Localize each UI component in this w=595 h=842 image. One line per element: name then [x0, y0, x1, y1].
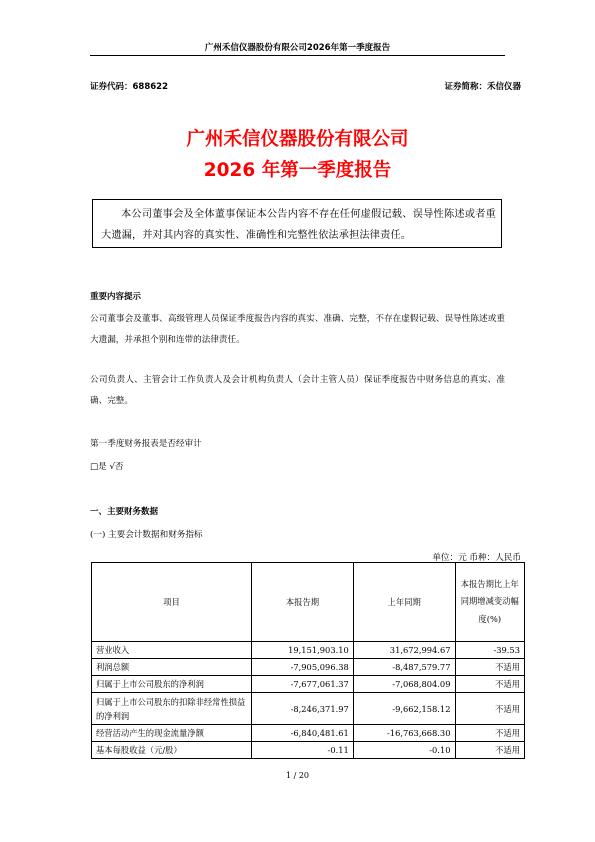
row-current: -7,677,061.37 — [252, 676, 354, 693]
row-change: 不适用 — [455, 676, 525, 693]
page-number: 1 / 20 — [285, 771, 310, 780]
stock-short-name: 证券简称：禾信仪器 — [444, 82, 521, 92]
row-previous: 31,672,994.67 — [353, 642, 455, 659]
row-change: 不适用 — [455, 742, 525, 759]
row-current: -7,905,096.38 — [252, 659, 354, 676]
table-row — [92, 676, 525, 693]
unit-currency-line: 单位：元 币种：人民币 — [432, 553, 521, 563]
row-previous: -8,487,579.77 — [353, 659, 455, 676]
audit-answer: □是 √否 — [90, 462, 124, 472]
important-heading: 重要内容提示 — [90, 292, 142, 302]
table-row — [92, 742, 525, 759]
stock-code: 证券代码：688622 — [90, 82, 168, 92]
important-paragraph-1: 公司董事会及董事、高级管理人员保证季度报告内容的真实、准确、完整，不存在虚假记载、误导性陈述或重大遗漏，并承担个别和连带的法律责任。 — [90, 314, 505, 345]
row-current: -6,840,481.61 — [252, 725, 354, 742]
table-row — [92, 725, 525, 742]
row-current: -8,246,371.97 — [252, 693, 354, 725]
header-change-percent: 本报告期比上年同期增减变动幅度(%) — [455, 563, 525, 642]
report-title: 2026 年第一季度报告 — [203, 160, 392, 181]
row-previous: -9,662,158.12 — [353, 693, 455, 725]
row-current: 19,151,903.10 — [252, 642, 354, 659]
board-notice-text: 本公司董事会及全体董事保证本公告内容不存在任何虚假记载、误导性陈述或者重大遗漏，并对其内容的真实性、准确性和完整性依法承担法律责任。 — [101, 209, 496, 241]
row-item: 基本每股收益（元/股） — [92, 742, 252, 759]
row-previous: -7,068,804.09 — [353, 676, 455, 693]
row-item: 营业收入 — [92, 642, 252, 659]
row-item: 经营活动产生的现金流量净额 — [92, 725, 252, 742]
board-notice-box — [92, 199, 502, 248]
header-current-period: 本报告期 — [252, 563, 354, 642]
row-change: 不适用 — [455, 693, 525, 725]
section-subheading: (一) 主要会计数据和财务指标 — [90, 530, 203, 540]
header-rule — [90, 55, 505, 56]
table-row — [92, 693, 525, 725]
table-row — [92, 642, 525, 659]
company-title: 广州禾信仪器股份有限公司 — [186, 129, 409, 150]
running-header: 广州禾信仪器股份有限公司2026年第一季度报告 — [204, 43, 391, 53]
section-heading: 一、主要财务数据 — [90, 507, 159, 517]
audit-question: 第一季度财务报表是否经审计 — [90, 439, 202, 449]
row-change: -39.53 — [455, 642, 525, 659]
row-change: 不适用 — [455, 659, 525, 676]
table-row — [92, 659, 525, 676]
row-item: 归属于上市公司股东的扣除非经常性损益的净利润 — [92, 693, 252, 725]
header-previous-period: 上年同期 — [353, 563, 455, 642]
header-item: 项目 — [92, 563, 252, 642]
row-item: 归属于上市公司股东的净利润 — [92, 676, 252, 693]
row-current: -0.11 — [252, 742, 354, 759]
table-header-row — [92, 563, 525, 642]
row-previous: -16,763,668.30 — [353, 725, 455, 742]
important-paragraph-2: 公司负责人、主管会计工作负责人及会计机构负责人（会计主管人员）保证季度报告中财务信息的真实、准确、完整。 — [90, 375, 505, 406]
financial-data-table — [91, 562, 525, 759]
row-change: 不适用 — [455, 725, 525, 742]
row-item: 利润总额 — [92, 659, 252, 676]
row-previous: -0.10 — [353, 742, 455, 759]
